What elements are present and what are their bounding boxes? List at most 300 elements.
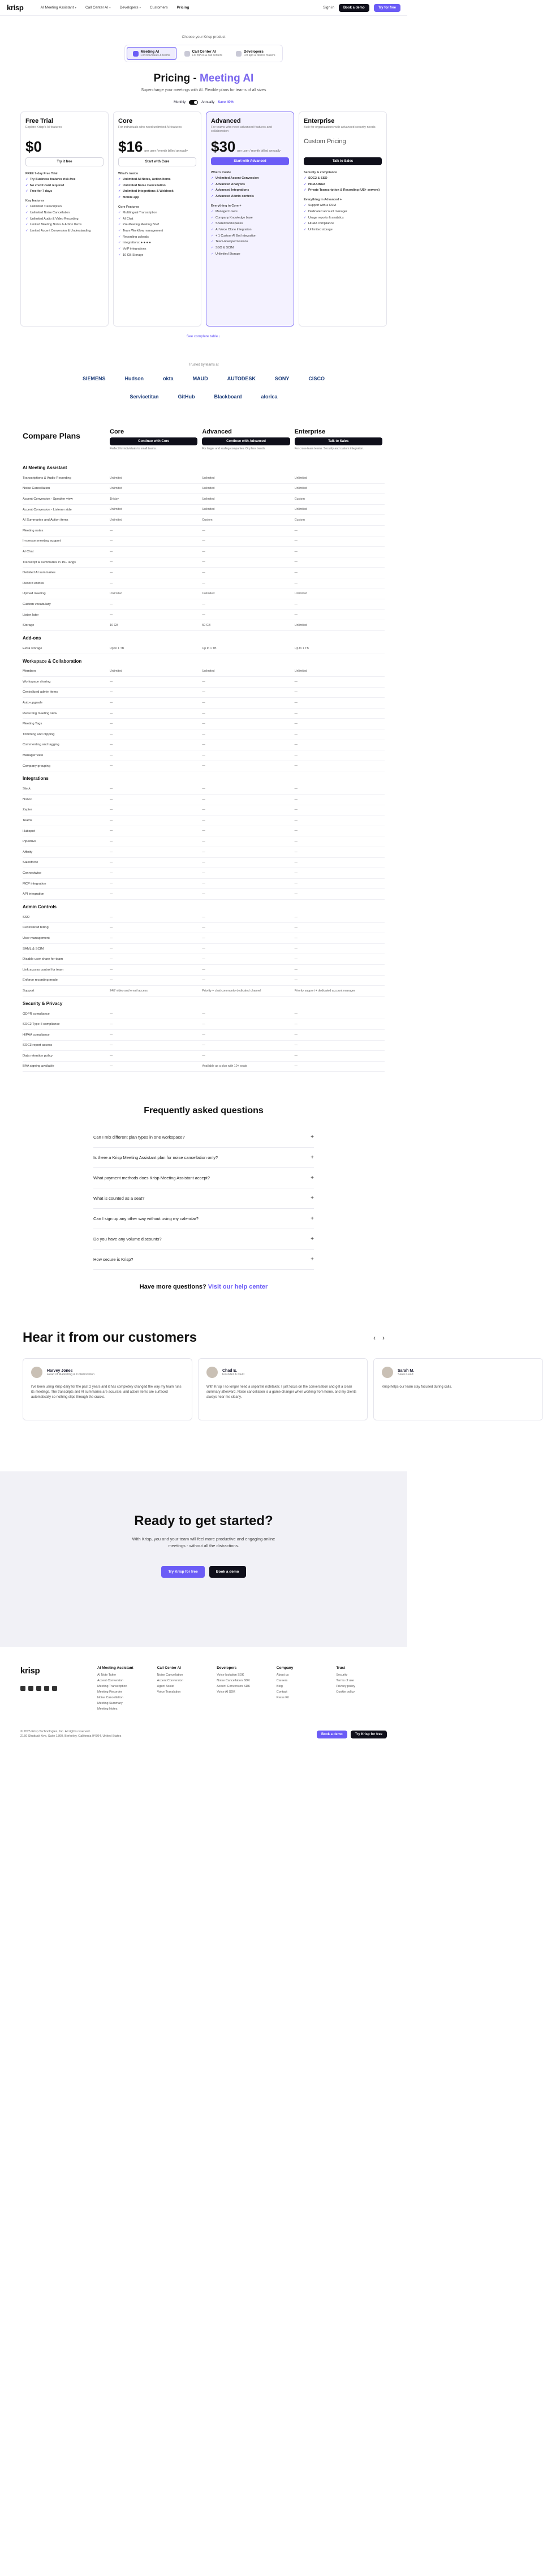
feature-value: — [110, 1033, 113, 1037]
plus-icon: + [311, 1236, 314, 1243]
compare-row [23, 643, 385, 654]
compare-row [23, 568, 385, 578]
feature-value: Unlimited [110, 518, 123, 522]
compare-row [23, 944, 385, 955]
plan-feature: ✓ Unlimited storage [304, 228, 382, 232]
feature-label: Extra storage [23, 646, 42, 650]
book-demo-button[interactable]: Book a demo [339, 4, 369, 12]
compare-row [23, 578, 385, 589]
feature-label: Link access control for team [23, 968, 64, 972]
compare-row [23, 473, 385, 484]
plan-feature: ✓ SOC2 & SSO [304, 177, 382, 181]
footer-column [157, 1666, 208, 1713]
feature-value: — [294, 753, 298, 757]
feature-value: — [110, 797, 113, 801]
footer-link[interactable]: AI Note Taker [97, 1673, 117, 1677]
feature-label: SSO [23, 915, 30, 919]
faq-question: Can I mix different plan types in one workspace? [93, 1135, 185, 1140]
nav-link-meeting-assistant[interactable]: AI Meeting Assistant ▾ [40, 6, 76, 10]
customer-logo: Servicetitan [130, 394, 159, 400]
plan-feature: ✓ Dedicated account manager [304, 210, 382, 214]
feature-value: — [202, 1022, 205, 1026]
feature-value: Up to 1 TB [110, 646, 124, 650]
top-nav [0, 0, 407, 16]
plan-cta-button[interactable]: Talk to Sales [304, 157, 382, 165]
continue-core-button[interactable]: Continue with Core [110, 437, 197, 445]
footer-column-title: Call Center AI [157, 1666, 181, 1671]
feature-value: — [110, 861, 113, 865]
plus-icon: + [311, 1175, 314, 1182]
feature-value: — [202, 680, 205, 684]
feature-value: — [110, 701, 113, 705]
compare-row [23, 784, 385, 795]
feature-label: Manager view [23, 754, 44, 758]
testimonial-quote: With Krisp I no longer need a separate notetaker. I just focus on the conversation and get a clean summary afterward. Noise cancellation is a game-changer when working from home, and my clients always hear me clearly. [206, 1385, 357, 1399]
customer-logo: okta [163, 376, 174, 381]
feature-value: — [294, 787, 298, 791]
faq-item[interactable] [93, 1168, 314, 1188]
instagram-icon[interactable] [52, 1686, 57, 1691]
footer-link[interactable]: Cookie policy [336, 1690, 355, 1694]
nav-link-pricing[interactable]: Pricing [176, 6, 189, 10]
plan-feature: ✓ Limited Meeting Notes & Action Items [25, 223, 104, 227]
plan-cta-button[interactable]: Try it free [25, 157, 104, 166]
price-amount: $30 [211, 138, 236, 155]
plan-feature: ✓ Unlimited Noise Cancellation [118, 184, 196, 188]
feature-value: — [294, 829, 298, 833]
feature-value: Unlimited [294, 592, 307, 596]
footer-link[interactable]: Voice Isolation SDK [217, 1673, 244, 1677]
feature-label: Transcript & summaries in 15+ langs [23, 560, 76, 564]
feature-value: 1h/day [110, 497, 119, 501]
feature-value: — [294, 850, 298, 854]
plan-feature: ✓ 10 GB Storage [118, 254, 196, 257]
talk-to-sales-button[interactable]: Talk to Sales [295, 437, 382, 445]
feature-value: — [294, 1033, 298, 1037]
footer-link[interactable]: Meeting Summary [97, 1702, 123, 1706]
feature-value: — [294, 968, 298, 972]
feature-value: — [294, 1022, 298, 1026]
chevron-down-icon: ▾ [109, 6, 111, 10]
feature-value: — [110, 613, 113, 617]
customer-logo: alorica [261, 394, 278, 400]
faq-section [0, 1106, 407, 1290]
faq-question: What is counted as a seat? [93, 1196, 145, 1201]
feature-value: — [202, 570, 205, 574]
next-arrow-icon[interactable]: › [382, 1334, 385, 1342]
feature-value: Priority support + dedicated account manager [294, 989, 355, 993]
compare-row [23, 815, 385, 826]
feature-value: — [294, 743, 298, 747]
plan-feature: ✓ Multilingual Transcription [118, 211, 196, 215]
feature-value: — [294, 732, 298, 736]
tab-call-center-ai[interactable]: Call Center AI For BPOs & call centers [179, 47, 228, 60]
billing-toggle-row [0, 100, 407, 105]
footer-book-demo-button[interactable]: Book a demo [317, 1731, 347, 1738]
feature-value: — [202, 602, 205, 606]
plan-feature: ✓ Unlimited Accent Conversion [211, 177, 289, 181]
avatar [382, 1367, 393, 1378]
footer-link[interactable]: Meeting Notes [97, 1707, 118, 1711]
feature-label: Storage [23, 624, 35, 628]
feature-value: — [294, 957, 298, 961]
tab-developers[interactable]: Developers For app & device makers [230, 47, 281, 60]
feature-value: — [202, 1012, 205, 1016]
footer-link[interactable]: Noise Cancellation SDK [217, 1679, 250, 1683]
testimonial-header [206, 1367, 359, 1378]
feature-label: Notion [23, 797, 32, 801]
feature-value: — [294, 570, 298, 574]
footer-link[interactable]: Noise Cancellation [157, 1673, 183, 1677]
feature-label: GDPR compliance [23, 1012, 50, 1016]
feature-label: Accent Conversion - Speaker view [23, 497, 73, 501]
compare-row [23, 526, 385, 536]
feature-value: Unlimited [110, 669, 123, 673]
feature-value: — [202, 978, 205, 982]
customer-logo: SONY [274, 376, 290, 381]
plus-icon: + [311, 1134, 314, 1141]
feature-value: — [294, 978, 298, 982]
author-role: Founder & CEO [222, 1372, 245, 1376]
author-name: Chad E. [222, 1368, 238, 1373]
compare-row [23, 761, 385, 772]
compare-row [23, 484, 385, 495]
author-name: Harvey Jones [47, 1368, 73, 1373]
compare-row [23, 954, 385, 965]
plan-card-enterprise [299, 111, 387, 327]
testimonial-card [23, 1358, 192, 1420]
feature-value: — [110, 1022, 113, 1026]
compare-row [23, 1019, 385, 1030]
feature-value: — [110, 892, 113, 896]
footer-link[interactable]: Voice Translation [157, 1690, 181, 1694]
developers-icon [236, 51, 242, 57]
testimonials-section [0, 1330, 453, 1420]
footer-column-title: Trust [336, 1666, 346, 1671]
more-questions: Have more questions? Visit our help center [139, 1283, 268, 1291]
feature-value: — [110, 787, 113, 791]
feature-value: — [202, 613, 205, 617]
feature-value: — [110, 1044, 113, 1047]
feature-label: Affinity [23, 850, 33, 854]
feature-label: Salesforce [23, 861, 38, 865]
compare-row [23, 965, 385, 976]
compare-row [23, 557, 385, 568]
footer-link[interactable]: Meeting Recorder [97, 1690, 122, 1694]
footer-link[interactable]: Voice AI SDK [217, 1690, 235, 1694]
feature-value: — [294, 808, 298, 812]
feature-label: Record entries [23, 581, 44, 585]
feature-value: — [110, 764, 113, 768]
feature-value: — [110, 926, 113, 930]
feature-label: Teams [23, 819, 33, 823]
feature-label: Slack [23, 787, 31, 791]
cta-book-demo-button[interactable]: Book a demo [209, 1566, 246, 1578]
feature-value: — [110, 1064, 113, 1068]
prev-arrow-icon[interactable]: ‹ [373, 1334, 376, 1342]
feature-label: Accent Conversion - Listener side [23, 508, 72, 512]
feature-label: Meeting notes [23, 529, 44, 533]
plan-price [25, 138, 104, 155]
nav-link-customers[interactable]: Customers [150, 6, 168, 10]
compare-row [23, 1030, 385, 1041]
feature-label: Enforce recording mode [23, 978, 58, 982]
testimonials-title: Hear it from our customers [23, 1330, 197, 1346]
footer-link[interactable]: Contact [276, 1690, 287, 1694]
testimonial-card [373, 1358, 543, 1420]
footer-link[interactable]: Terms of use [336, 1679, 354, 1683]
feature-label: Disable user share for team [23, 958, 63, 961]
feature-label: Detailed AI summaries [23, 571, 55, 575]
footer-link[interactable]: Accent Conversion [157, 1679, 183, 1683]
footer-link[interactable]: Agent Assist [157, 1685, 174, 1689]
footer-link[interactable]: Security [336, 1673, 348, 1677]
compare-section-title: AI Meeting Assistant [23, 465, 67, 470]
feature-value: — [110, 732, 113, 736]
feature-value: — [110, 680, 113, 684]
feature-value: Unlimited [202, 497, 215, 501]
feature-value: — [110, 808, 113, 812]
faq-item[interactable] [93, 1148, 314, 1168]
footer-link[interactable]: Noise Cancellation [97, 1696, 123, 1700]
plan-feature: ✓ Pre-Meeting Meeting Brief [118, 223, 196, 227]
feature-value: — [110, 560, 113, 564]
feature-label: Auto-upgrade [23, 701, 43, 705]
plan-name: Core [118, 118, 133, 124]
product-tabs [124, 45, 283, 62]
feature-value: — [202, 1054, 205, 1058]
feature-value: Unlimited [110, 476, 123, 480]
feature-value: — [294, 722, 298, 726]
feature-value: — [294, 871, 298, 875]
address: 2150 Shattuck Ave, Suite 1300, Berkeley, California 94704, United States [20, 1734, 122, 1738]
feature-value: — [202, 711, 205, 715]
x-icon[interactable] [28, 1686, 33, 1691]
plan-price [304, 138, 382, 155]
plan-feature: ✓ AI Chat [118, 217, 196, 221]
footer-link[interactable]: Careers [276, 1679, 288, 1683]
compare-row [23, 709, 385, 719]
plan-feature: ✓ Team-level permissions [211, 240, 289, 244]
feature-label: API integration [23, 892, 45, 896]
footer-link[interactable]: Meeting Transcription [97, 1685, 127, 1689]
signin-link[interactable]: Sign in [323, 6, 334, 10]
footer-column [97, 1666, 148, 1713]
faq-item[interactable] [93, 1127, 314, 1148]
price-amount: $0 [25, 138, 42, 155]
cta-try-free-button[interactable]: Try Krisp for free [161, 1566, 204, 1578]
footer-link[interactable]: Accent Conversion SDK [217, 1685, 251, 1689]
plan-card-free-trial [20, 111, 109, 327]
compare-row [23, 847, 385, 858]
compare-row [23, 698, 385, 709]
compare-row [23, 1041, 385, 1051]
avatar [206, 1367, 218, 1378]
feature-value: — [110, 1012, 113, 1016]
footer-logo[interactable]: krisp [20, 1666, 40, 1676]
feature-value: — [110, 850, 113, 854]
feature-label: Connectwise [23, 871, 42, 875]
faq-item[interactable] [93, 1229, 314, 1250]
feature-value: — [202, 926, 205, 930]
try-free-button[interactable]: Try for free [374, 4, 400, 12]
feature-label: User management [23, 936, 50, 940]
compare-row [23, 729, 385, 740]
plan-card-advanced [206, 111, 294, 327]
feature-label: SAML & SCIM [23, 947, 44, 951]
feature-value: — [202, 947, 205, 951]
feature-value: Custom [202, 518, 213, 522]
faq-list [0, 1127, 407, 1270]
feature-value: — [294, 549, 298, 553]
testimonial-quote: Krisp helps our team stay focused during calls. [382, 1385, 453, 1389]
compare-row [23, 547, 385, 557]
faq-item[interactable] [93, 1250, 314, 1270]
pricing-hero [0, 16, 407, 105]
feature-value: — [110, 818, 113, 822]
feature-value: — [294, 840, 298, 844]
plan-cta-button[interactable]: Start with Core [118, 157, 196, 166]
feature-value: — [294, 882, 298, 886]
feature-value: — [110, 915, 113, 919]
nav-link-developers[interactable]: Developers ▾ [119, 6, 141, 10]
footer-columns [97, 1666, 387, 1713]
feature-value: — [202, 1044, 205, 1047]
testimonial-cards [23, 1358, 453, 1420]
plan-feature: ✓ Free for 7 days [25, 190, 104, 194]
feature-value: — [202, 743, 205, 747]
billing-toggle[interactable] [189, 100, 198, 105]
feature-value: — [294, 818, 298, 822]
compare-row [23, 889, 385, 900]
feature-label: Data retention policy [23, 1054, 53, 1058]
plan-feature: ✓ Advanced Admin controls [211, 195, 289, 199]
compare-row [23, 805, 385, 816]
feature-value: — [202, 882, 205, 886]
feature-value: — [202, 808, 205, 812]
feature-value: — [202, 690, 205, 694]
compare-row [23, 610, 385, 621]
feature-value: — [294, 1044, 298, 1047]
feature-value: — [202, 560, 205, 564]
feature-label: Trimming and clipping [23, 732, 55, 736]
compare-col-advanced: Advanced Continue with Advanced For larger and scaling companies. Or plans trends. [200, 428, 292, 461]
faq-item[interactable] [93, 1209, 314, 1229]
krisp-logo[interactable]: krisp [7, 3, 24, 12]
facebook-icon[interactable] [36, 1686, 41, 1691]
plan-desc: For individuals who need unlimited AI features [118, 126, 182, 129]
help-center-link[interactable]: Visit our help center [208, 1283, 268, 1291]
plan-section-heading: What's inside [211, 171, 231, 174]
plan-feature: ✓ Unlimited Transcription [25, 205, 104, 209]
feature-value: — [110, 753, 113, 757]
faq-question: Do you have any volume discounts? [93, 1237, 162, 1242]
plus-icon: + [311, 1154, 314, 1161]
faq-question: What payment methods does Krisp Meeting Assistant accept? [93, 1175, 210, 1181]
compare-row [23, 933, 385, 944]
feature-value: Up to 1 TB [202, 646, 217, 650]
compare-col-enterprise: Enterprise Talk to Sales For cross-team teams. Security and custom integration. [292, 428, 385, 461]
footer-link[interactable]: Press Kit [276, 1696, 289, 1700]
feature-label: MCP integration [23, 882, 46, 886]
plan-desc: Explore Krisp's AI features [25, 126, 62, 129]
testimonial-author [398, 1369, 414, 1376]
feature-value: — [202, 1033, 205, 1037]
footer-link[interactable]: About us [276, 1673, 289, 1677]
feature-value: — [202, 732, 205, 736]
compare-row [23, 677, 385, 688]
feature-value: Available as a plus with 10+ seats [202, 1064, 247, 1068]
feature-value: — [202, 936, 205, 940]
footer-link[interactable]: Privacy policy [336, 1685, 355, 1689]
plan-feature: ✓ Unlimited Audio & Video Recording [25, 217, 104, 221]
author-name: Sarah M. [398, 1368, 415, 1373]
see-complete-table-link[interactable]: See complete table ↓ [186, 334, 221, 338]
compare-row [23, 836, 385, 847]
footer-column-title: Developers [217, 1666, 237, 1671]
price-period: per user / month billed annually [144, 149, 188, 153]
feature-label: Hubspot [23, 829, 35, 833]
feature-value: — [294, 936, 298, 940]
feature-value: — [294, 711, 298, 715]
linkedin-icon[interactable] [20, 1686, 25, 1691]
compare-row [23, 879, 385, 890]
footer-link[interactable]: Accent Conversion [97, 1679, 124, 1683]
compare-title: Compare Plans [23, 431, 80, 440]
compare-row [23, 599, 385, 610]
nav-link-call-center[interactable]: Call Center AI ▾ [85, 6, 111, 10]
testimonial-card [198, 1358, 368, 1420]
feature-value: — [110, 711, 113, 715]
feature-value: — [294, 1012, 298, 1016]
footer-link[interactable]: Blog [276, 1685, 283, 1689]
compare-row [23, 515, 385, 526]
footer-try-free-button[interactable]: Try Krisp for free [351, 1731, 387, 1738]
feature-label: Company grouping [23, 764, 50, 768]
plan-feature: ✓ Unlimited Noise Cancellation [25, 211, 104, 215]
compare-row [23, 1051, 385, 1062]
plus-icon: + [311, 1195, 314, 1202]
customer-logo: Hudson [124, 376, 144, 381]
feature-value: — [110, 581, 113, 585]
feature-value: — [110, 882, 113, 886]
plan-feature: ✓ Support with a CSM [304, 204, 382, 208]
plan-feature: ✓ Private Transcription & Recording (US+ servers) [304, 188, 382, 192]
plan-feature: ✓ Advanced Analytics [211, 183, 289, 187]
feature-value: Priority + chat community dedicated channel [202, 989, 261, 993]
feature-value: — [294, 926, 298, 930]
feature-value: Unlimited [294, 669, 307, 673]
tab-meeting-ai[interactable]: Meeting AI For individuals & teams [127, 47, 176, 60]
customer-logo: MAUD [192, 376, 208, 381]
continue-advanced-button[interactable]: Continue with Advanced [202, 437, 290, 445]
price-period: per user / month billed annually [237, 149, 281, 153]
youtube-icon[interactable] [44, 1686, 49, 1691]
feature-value: — [202, 892, 205, 896]
annually-label: Annually [201, 101, 215, 104]
plan-cta-button[interactable]: Start with Advanced [211, 157, 289, 165]
feature-value: Unlimited [294, 623, 307, 627]
feature-value: Unlimited [294, 487, 307, 491]
plan-section-heading: Core Features [118, 205, 139, 209]
feature-value: — [202, 797, 205, 801]
author-role: Sales Lead [398, 1372, 413, 1376]
faq-item[interactable] [93, 1188, 314, 1209]
feature-value: Unlimited [294, 508, 307, 512]
feature-value: — [294, 560, 298, 564]
compare-row [23, 750, 385, 761]
feature-value: Unlimited [202, 476, 215, 480]
